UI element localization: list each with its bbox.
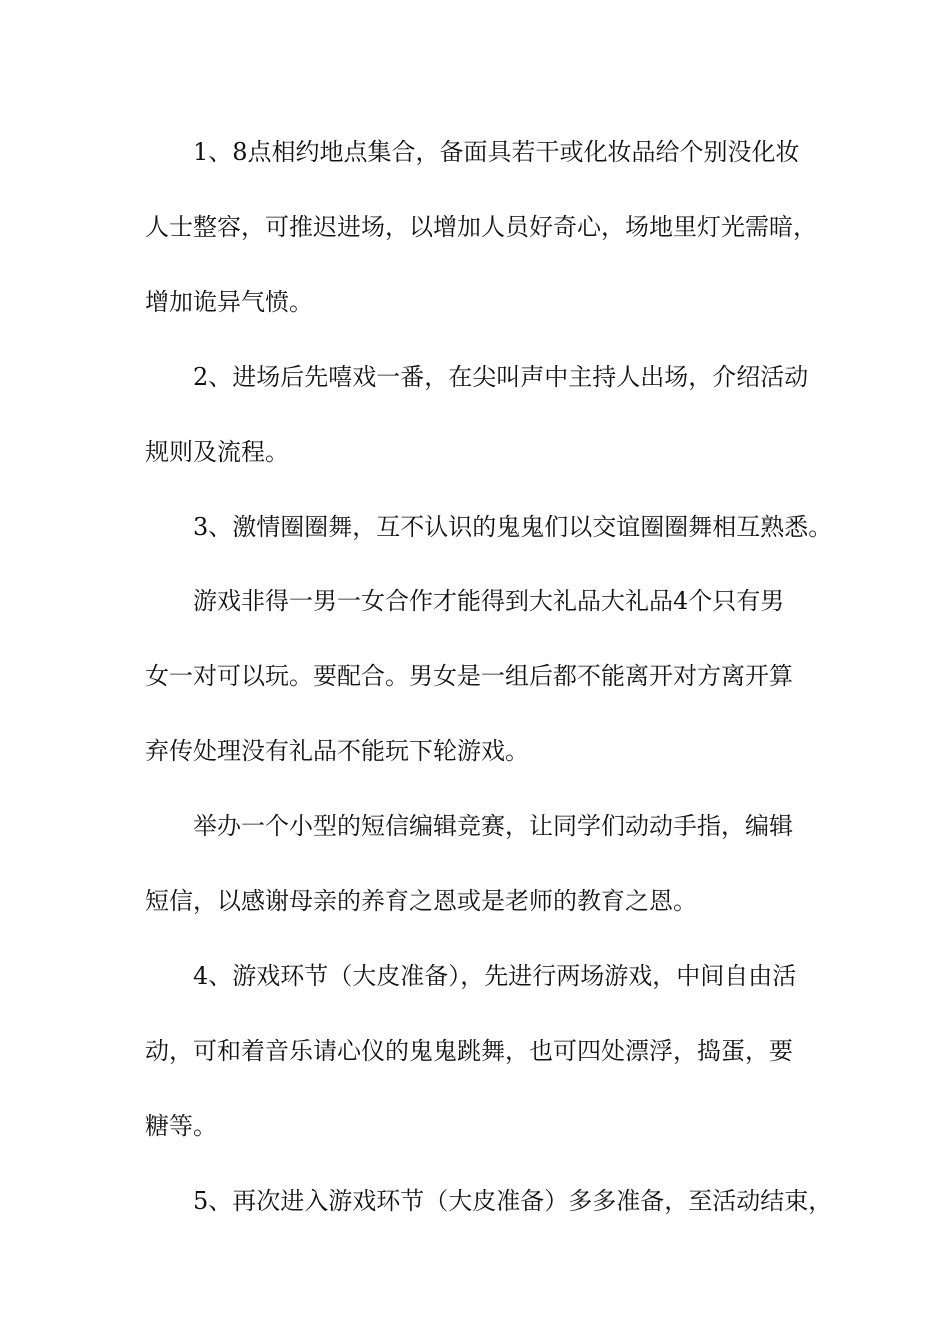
paragraph-4-line-1: 游戏非得一男一女合作才能得到大礼品大礼品4个只有男 xyxy=(193,587,785,615)
paragraph-7-line-1: 5、再次进入游戏环节（大皮准备）多多准备，至活动结束， xyxy=(193,1187,833,1215)
paragraph-2-line-2: 规则及流程。 xyxy=(145,438,289,466)
paragraph-6-line-2: 动，可和着音乐请心仪的鬼鬼跳舞，也可四处漂浮，捣蛋，要 xyxy=(145,1037,793,1065)
paragraph-4-line-3: 弃传处理没有礼品不能玩下轮游戏。 xyxy=(145,737,529,765)
paragraph-5-line-2: 短信，以感谢母亲的养育之恩或是老师的教育之恩。 xyxy=(145,887,697,915)
paragraph-4-line-2: 女一对可以玩。要配合。男女是一组后都不能离开对方离开算 xyxy=(145,662,793,690)
paragraph-6-line-1: 4、游戏环节（大皮准备），先进行两场游戏，中间自由活 xyxy=(193,962,797,990)
paragraph-3-line-1: 3、激情圈圈舞，互不认识的鬼鬼们以交谊圈圈舞相互熟悉。 xyxy=(193,513,833,541)
paragraph-6-line-3: 糖等。 xyxy=(145,1112,217,1140)
paragraph-1-line-1: 1、8点相约地点集合，备面具若干或化妆品给个别没化妆 xyxy=(193,138,800,166)
paragraph-1-line-3: 增加诡异气愤。 xyxy=(145,288,313,316)
paragraph-2-line-1: 2、进场后先嘻戏一番，在尖叫声中主持人出场，介绍活动 xyxy=(193,363,809,391)
paragraph-5-line-1: 举办一个小型的短信编辑竞赛，让同学们动动手指，编辑 xyxy=(193,812,793,840)
paragraph-1-line-2: 人士整容，可推迟进场，以增加人员好奇心，场地里灯光需暗， xyxy=(145,213,817,241)
